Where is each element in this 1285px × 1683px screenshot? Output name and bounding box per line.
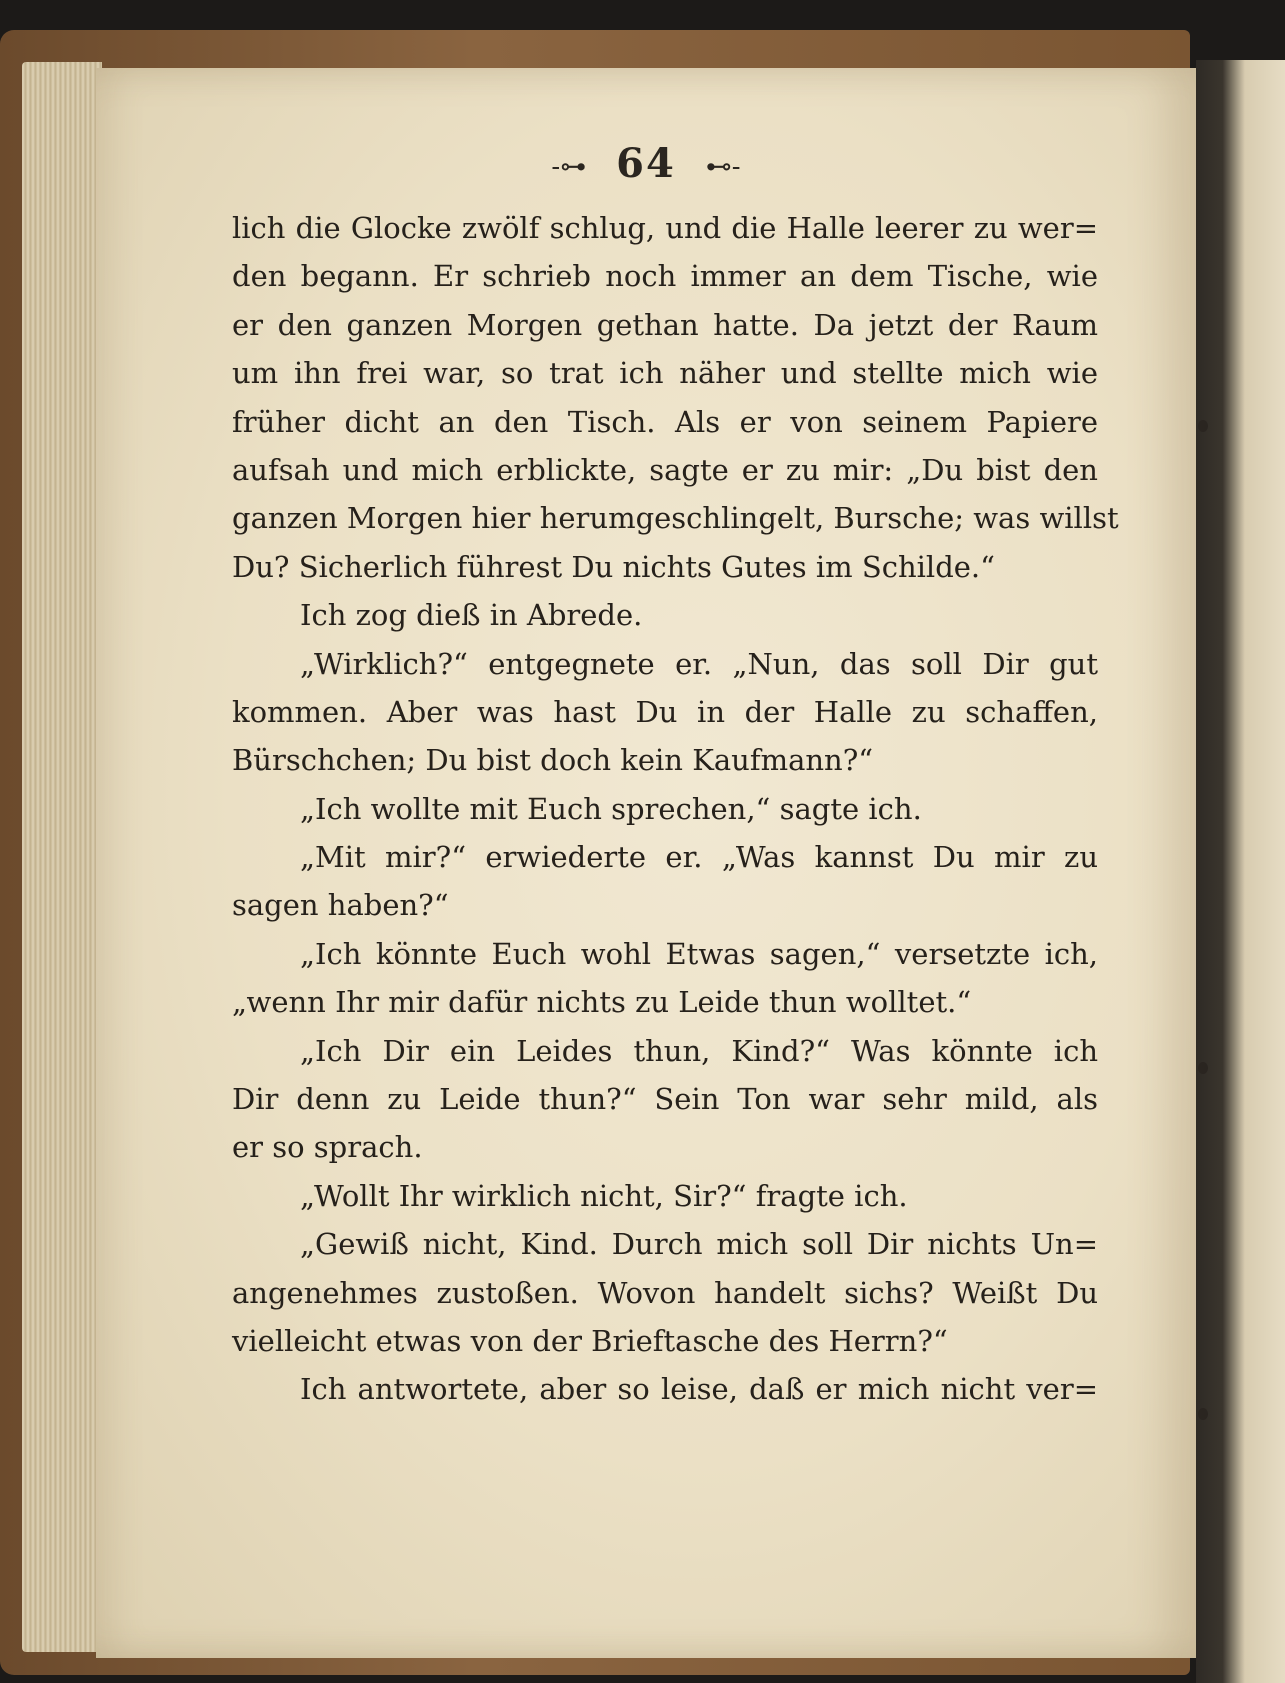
text-line: „Ich wollte mit Euch sprechen,“ sagte ich. (300, 791, 922, 826)
ornament-left-icon: -⊶ (551, 152, 587, 182)
text-line: „wenn Ihr mir dafür nichts zu Leide thun wolltet.“ (232, 985, 972, 1020)
text-line: „Wollt Ihr wirklich nicht, Sir?“ fragte ich. (300, 1178, 908, 1213)
text-line: „Ich könnte Euch wohl Etwas sagen,“ versetzte ich, (300, 936, 1098, 971)
text-line: sagen haben?“ (232, 888, 449, 923)
gutter-mark (1198, 1408, 1208, 1420)
text-line: lich die Glocke zwölf schlug, und die Halle leerer zu wer= (232, 211, 1098, 245)
text-line: ganzen Morgen hier herumgeschlingelt, Bursche; was willst (232, 501, 1119, 536)
text-line: „Wirklich?“ entgegnete er. „Nun, das soll Dir gut (300, 646, 1098, 681)
text-line: Ich zog dieß in Abrede. (300, 598, 643, 633)
text-line: er den ganzen Morgen gethan hatte. Da jetzt der Raum (232, 307, 1098, 342)
text-line: er so sprach. (232, 1130, 423, 1165)
text-line: Ich antwortete, aber so leise, daß er mich nicht ver= (300, 1372, 1098, 1407)
ornament-right-icon: ⊷- (705, 152, 741, 182)
next-page-gutter (1196, 60, 1285, 1683)
text-line: Dir denn zu Leide thun?“ Sein Ton war sehr mild, als (232, 1082, 1098, 1117)
text-line: angenehmes zustoßen. Wovon handelt sichs? Weißt Du (232, 1275, 1098, 1310)
text-line: den begann. Er schrieb noch immer an dem Tische, wie (232, 259, 1098, 294)
text-line: kommen. Aber was hast Du in der Halle zu schaffen, (232, 694, 1098, 729)
text-line: „Gewiß nicht, Kind. Durch mich soll Dir nichts Un= (300, 1227, 1098, 1262)
text-line: „Ich Dir ein Leides thun, Kind?“ Was könnte ich (300, 1033, 1098, 1068)
text-line: aufsah und mich erblickte, sagte er zu mir: „Du bist den (232, 452, 1098, 487)
gutter-mark (1198, 1062, 1208, 1074)
page-text (232, 204, 1119, 1414)
page-edges (22, 62, 102, 1652)
text-line: Bürschchen; Du bist doch kein Kaufmann?“ (232, 743, 874, 778)
text-line: um ihn frei war, so trat ich näher und stellte mich wie (232, 356, 1098, 391)
text-line: vielleicht etwas von der Brieftasche des Herrn?“ (232, 1323, 948, 1358)
page-header (96, 140, 1196, 187)
text-line: früher dicht an den Tisch. Als er von seinem Papiere (232, 404, 1098, 439)
gutter-mark (1198, 420, 1208, 432)
text-line: „Mit mir?“ erwiederte er. „Was kannst Du mir zu (300, 840, 1098, 875)
page-number: 64 (616, 140, 676, 187)
text-line: Du? Sicherlich führest Du nichts Gutes im Schilde.“ (232, 549, 995, 584)
